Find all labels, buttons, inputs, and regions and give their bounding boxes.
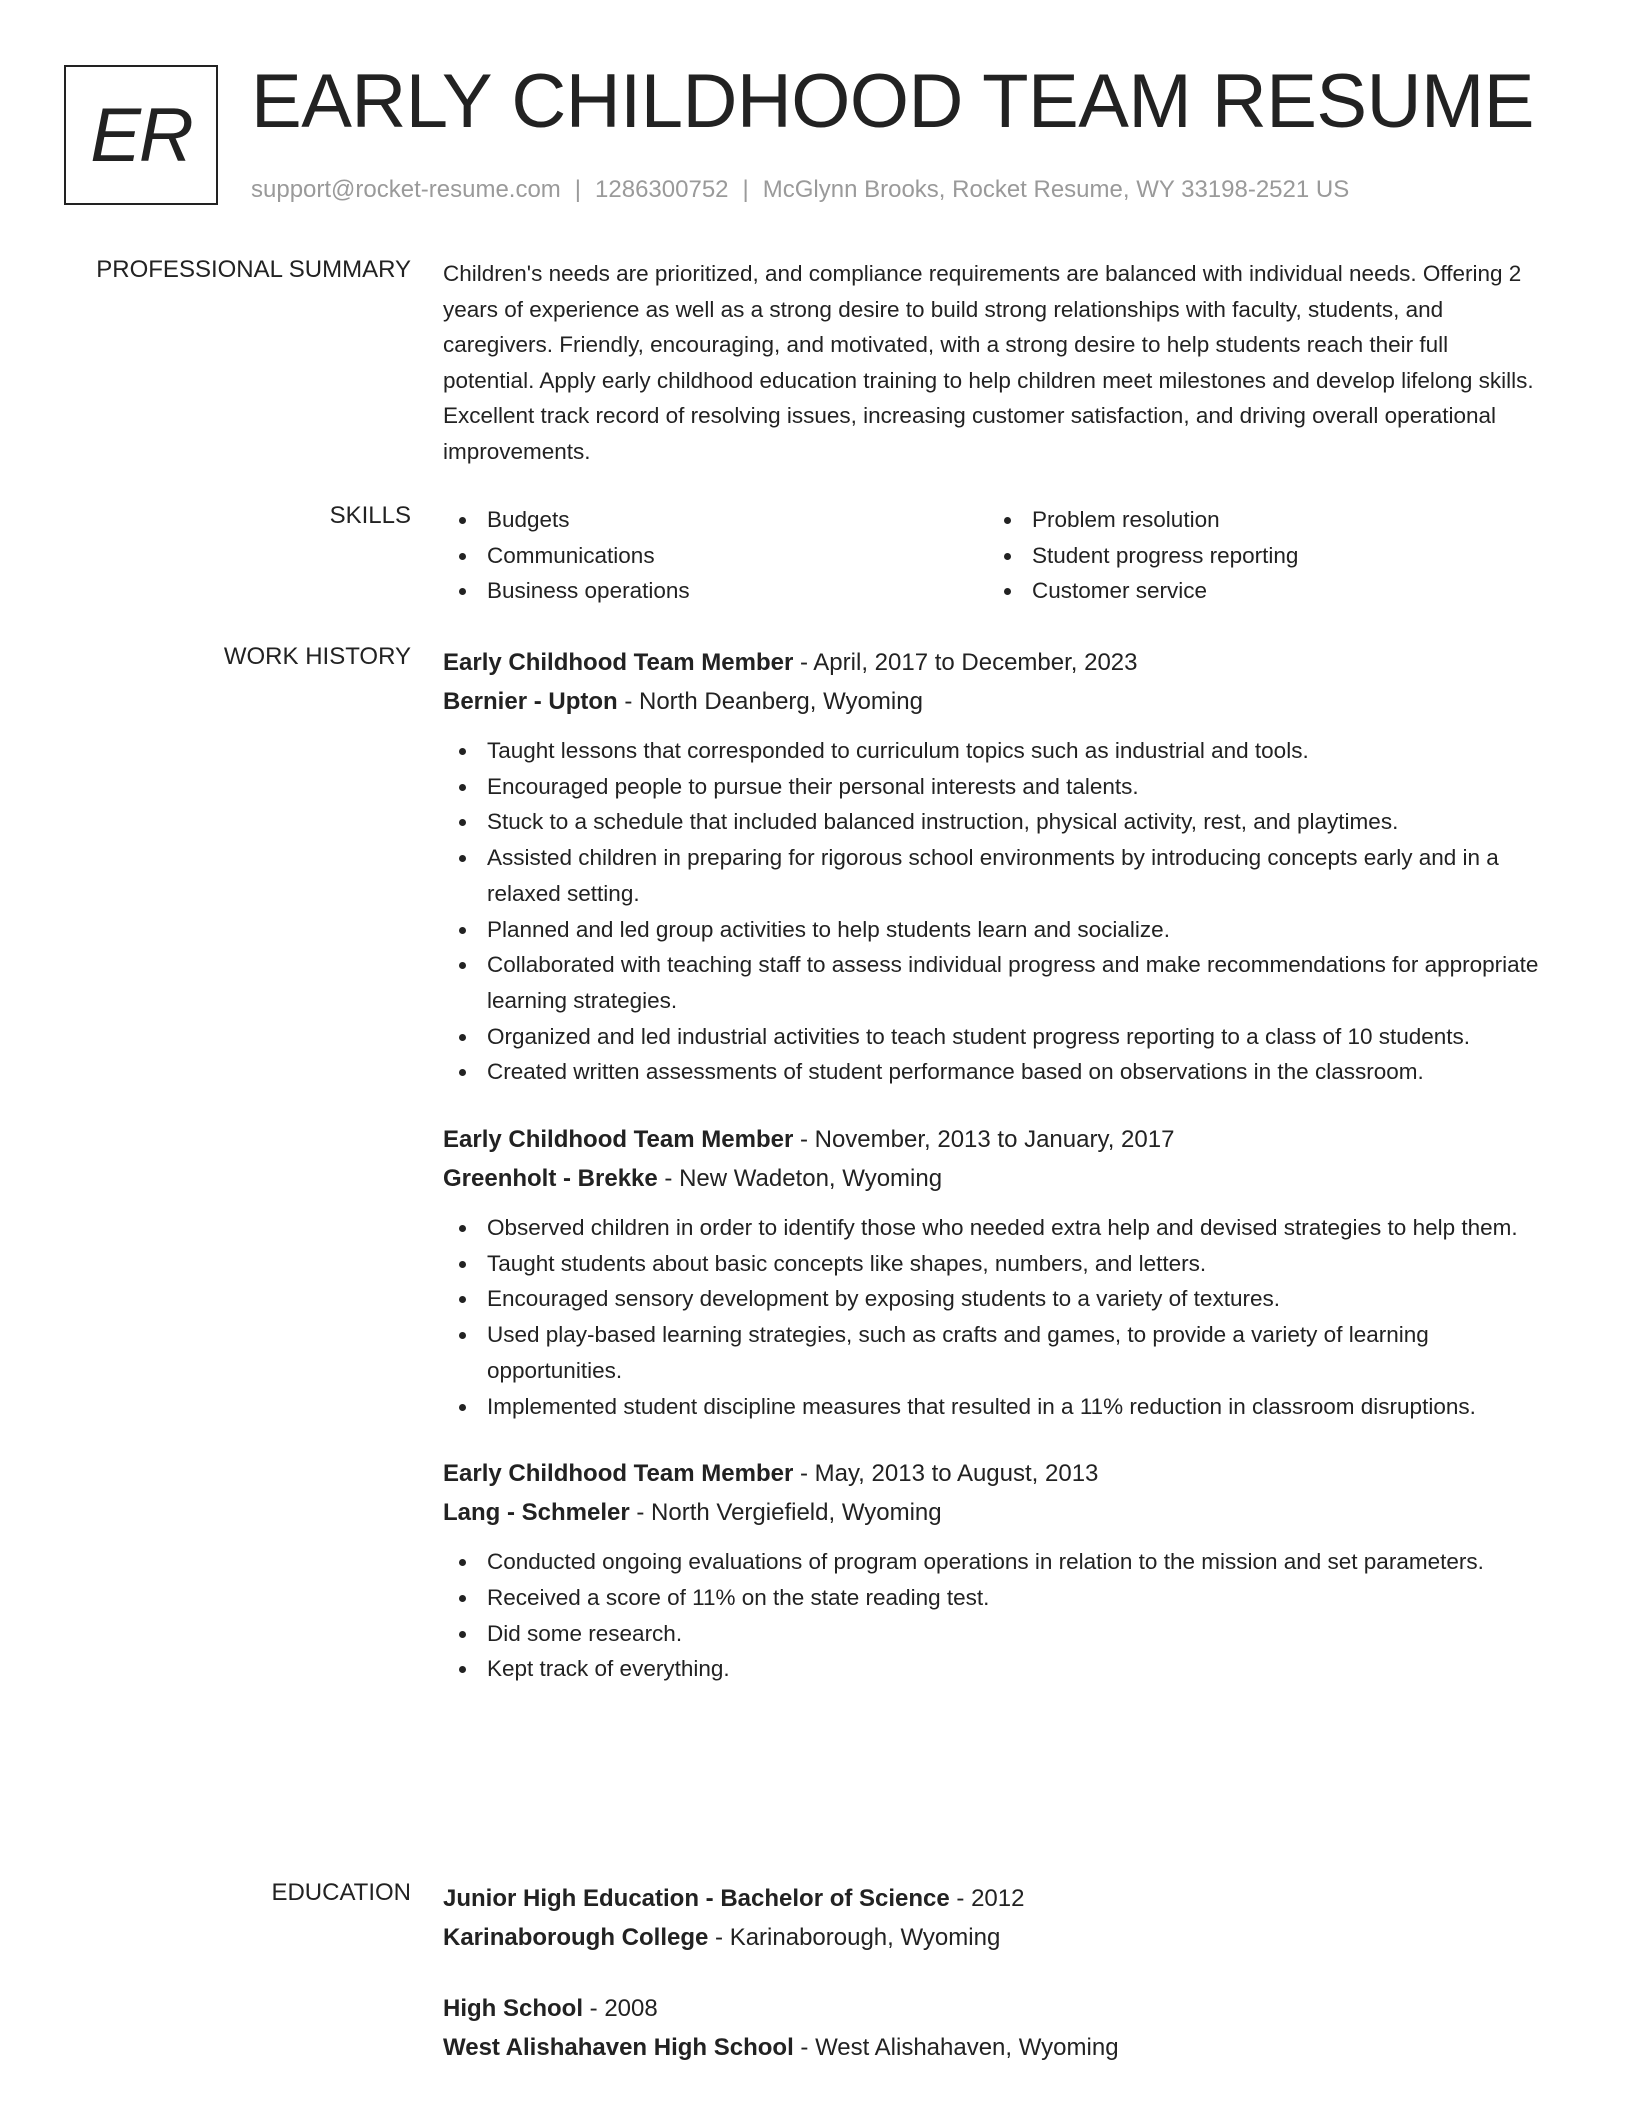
job-title: Early Childhood Team Member: [443, 1126, 794, 1154]
job-dates: - April, 2017 to December, 2023: [793, 649, 1138, 676]
contact-phone[interactable]: 1286300752: [595, 176, 729, 203]
job-bullet: Planned and led group activities to help students learn and socialize.: [443, 912, 1543, 948]
job-company-line: [443, 1493, 1543, 1532]
job-company-line: [443, 1159, 1543, 1198]
summary-label: PROFESSIONAL SUMMARY: [96, 256, 411, 283]
education-year: - 2008: [583, 1995, 658, 2022]
job-bullets: [443, 733, 1543, 1090]
job-bullet: Taught lessons that corresponded to curriculum topics such as industrial and tools.: [443, 733, 1543, 769]
job-bullet: Stuck to a schedule that included balanced instruction, physical activity, rest, and playtimes.: [443, 804, 1543, 840]
skill-item: Business operations: [443, 573, 988, 609]
job-dates: - May, 2013 to August, 2013: [793, 1460, 1099, 1488]
job-dates: - November, 2013 to January, 2017: [793, 1126, 1175, 1154]
skill-item: Customer service: [988, 573, 1533, 609]
education-label: EDUCATION: [271, 1879, 411, 1906]
skill-item: Budgets: [443, 502, 988, 538]
education-school-line: [443, 1918, 1543, 1957]
education-school-line: [443, 2028, 1543, 2067]
skill-item: Student progress reporting: [988, 538, 1533, 574]
job-bullet: Observed children in order to identify those who needed extra help and devised strategies to help them.: [443, 1210, 1543, 1246]
skills-column-right: [988, 502, 1533, 609]
contact-address: McGlynn Brooks, Rocket Resume, WY 33198-2521 US: [762, 176, 1350, 203]
job-bullet: Organized and led industrial activities to teach student progress reporting to a class of 10 students.: [443, 1019, 1543, 1055]
contact-separator: |: [574, 176, 582, 203]
education-location: - Karinaborough, Wyoming: [708, 1924, 1001, 1951]
job-company: Bernier - Upton: [443, 688, 618, 715]
job-location: - North Deanberg, Wyoming: [617, 688, 923, 715]
job-title: Early Childhood Team Member: [443, 649, 794, 676]
education-entry: [443, 1989, 1543, 2067]
education-entry: [443, 1879, 1543, 1957]
job-bullet: Used play-based learning strategies, such as crafts and games, to provide a variety of learning opportunities.: [443, 1317, 1543, 1388]
job-bullet: Conducted ongoing evaluations of program operations in relation to the mission and set parameters.: [443, 1544, 1543, 1580]
job-entry: [443, 1454, 1543, 1687]
job-bullet: Assisted children in preparing for rigorous school environments by introducing concepts early and in a relaxed setting.: [443, 840, 1543, 911]
monogram-initials: ER: [90, 92, 192, 178]
education-school: West Alishahaven High School: [443, 2034, 794, 2061]
contact-separator: |: [742, 176, 749, 203]
job-title-line: [443, 643, 1543, 682]
job-bullet: Encouraged sensory development by exposing students to a variety of textures.: [443, 1281, 1543, 1317]
education-degree: Junior High Education - Bachelor of Science: [443, 1885, 950, 1912]
job-bullet: Encouraged people to pursue their personal interests and talents.: [443, 769, 1543, 805]
contact-email[interactable]: support@rocket-resume.com: [251, 176, 561, 203]
job-bullet: Kept track of everything.: [443, 1651, 1543, 1687]
job-bullet: Collaborated with teaching staff to assess individual progress and make recommendations for appropriate learning strategies.: [443, 947, 1543, 1018]
education-degree: High School: [443, 1995, 583, 2022]
resume-title: EARLY CHILDHOOD TEAM RESUME: [251, 59, 1534, 144]
job-location: - North Vergiefield, Wyoming: [629, 1499, 942, 1527]
education-year: - 2012: [949, 1885, 1025, 1912]
skills-label: SKILLS: [329, 502, 411, 529]
job-company-line: [443, 682, 1543, 721]
skills-column-left: [443, 502, 988, 609]
job-location: - New Wadeton, Wyoming: [657, 1165, 943, 1193]
job-bullet: Created written assessments of student performance based on observations in the classroom.: [443, 1054, 1543, 1090]
job-entry: [443, 1120, 1543, 1424]
job-title-line: [443, 1120, 1543, 1159]
job-bullet: Implemented student discipline measures that resulted in a 11% reduction in classroom disruptions.: [443, 1389, 1543, 1425]
skills-grid: [443, 502, 1543, 609]
skill-item: Communications: [443, 538, 988, 574]
job-bullets: [443, 1544, 1543, 1687]
job-bullet: Received a score of 11% on the state reading test.: [443, 1580, 1543, 1616]
work-history-label: WORK HISTORY: [223, 643, 411, 670]
job-bullet: Did some research.: [443, 1616, 1543, 1652]
education-degree-line: [443, 1879, 1543, 1918]
job-title-line: [443, 1454, 1543, 1493]
job-entry: [443, 643, 1543, 1090]
job-title: Early Childhood Team Member: [443, 1460, 794, 1488]
contact-line: [251, 176, 1349, 204]
education-location: - West Alishahaven, Wyoming: [793, 2034, 1119, 2061]
job-company: Greenholt - Brekke: [443, 1165, 658, 1193]
job-bullet: Taught students about basic concepts like shapes, numbers, and letters.: [443, 1246, 1543, 1282]
summary-text: Children's needs are prioritized, and compliance requirements are balanced with individual needs. Offering 2 years of experience as well as a strong desire to build strong relationships with faculty, students, and caregivers. Friendly, encouraging, and motivated, with a strong desire to help students reach their full potential. Apply early childhood education training to help children meet milestones and develop lifelong skills. Excellent track record of resolving issues, increasing customer satisfaction, and driving overall operational improvements.: [443, 261, 1534, 464]
education-degree-line: [443, 1989, 1543, 2028]
job-bullets: [443, 1210, 1543, 1424]
skill-item: Problem resolution: [988, 502, 1533, 538]
education-school: Karinaborough College: [443, 1924, 709, 1951]
job-company: Lang - Schmeler: [443, 1499, 630, 1527]
monogram-box: [64, 65, 218, 205]
